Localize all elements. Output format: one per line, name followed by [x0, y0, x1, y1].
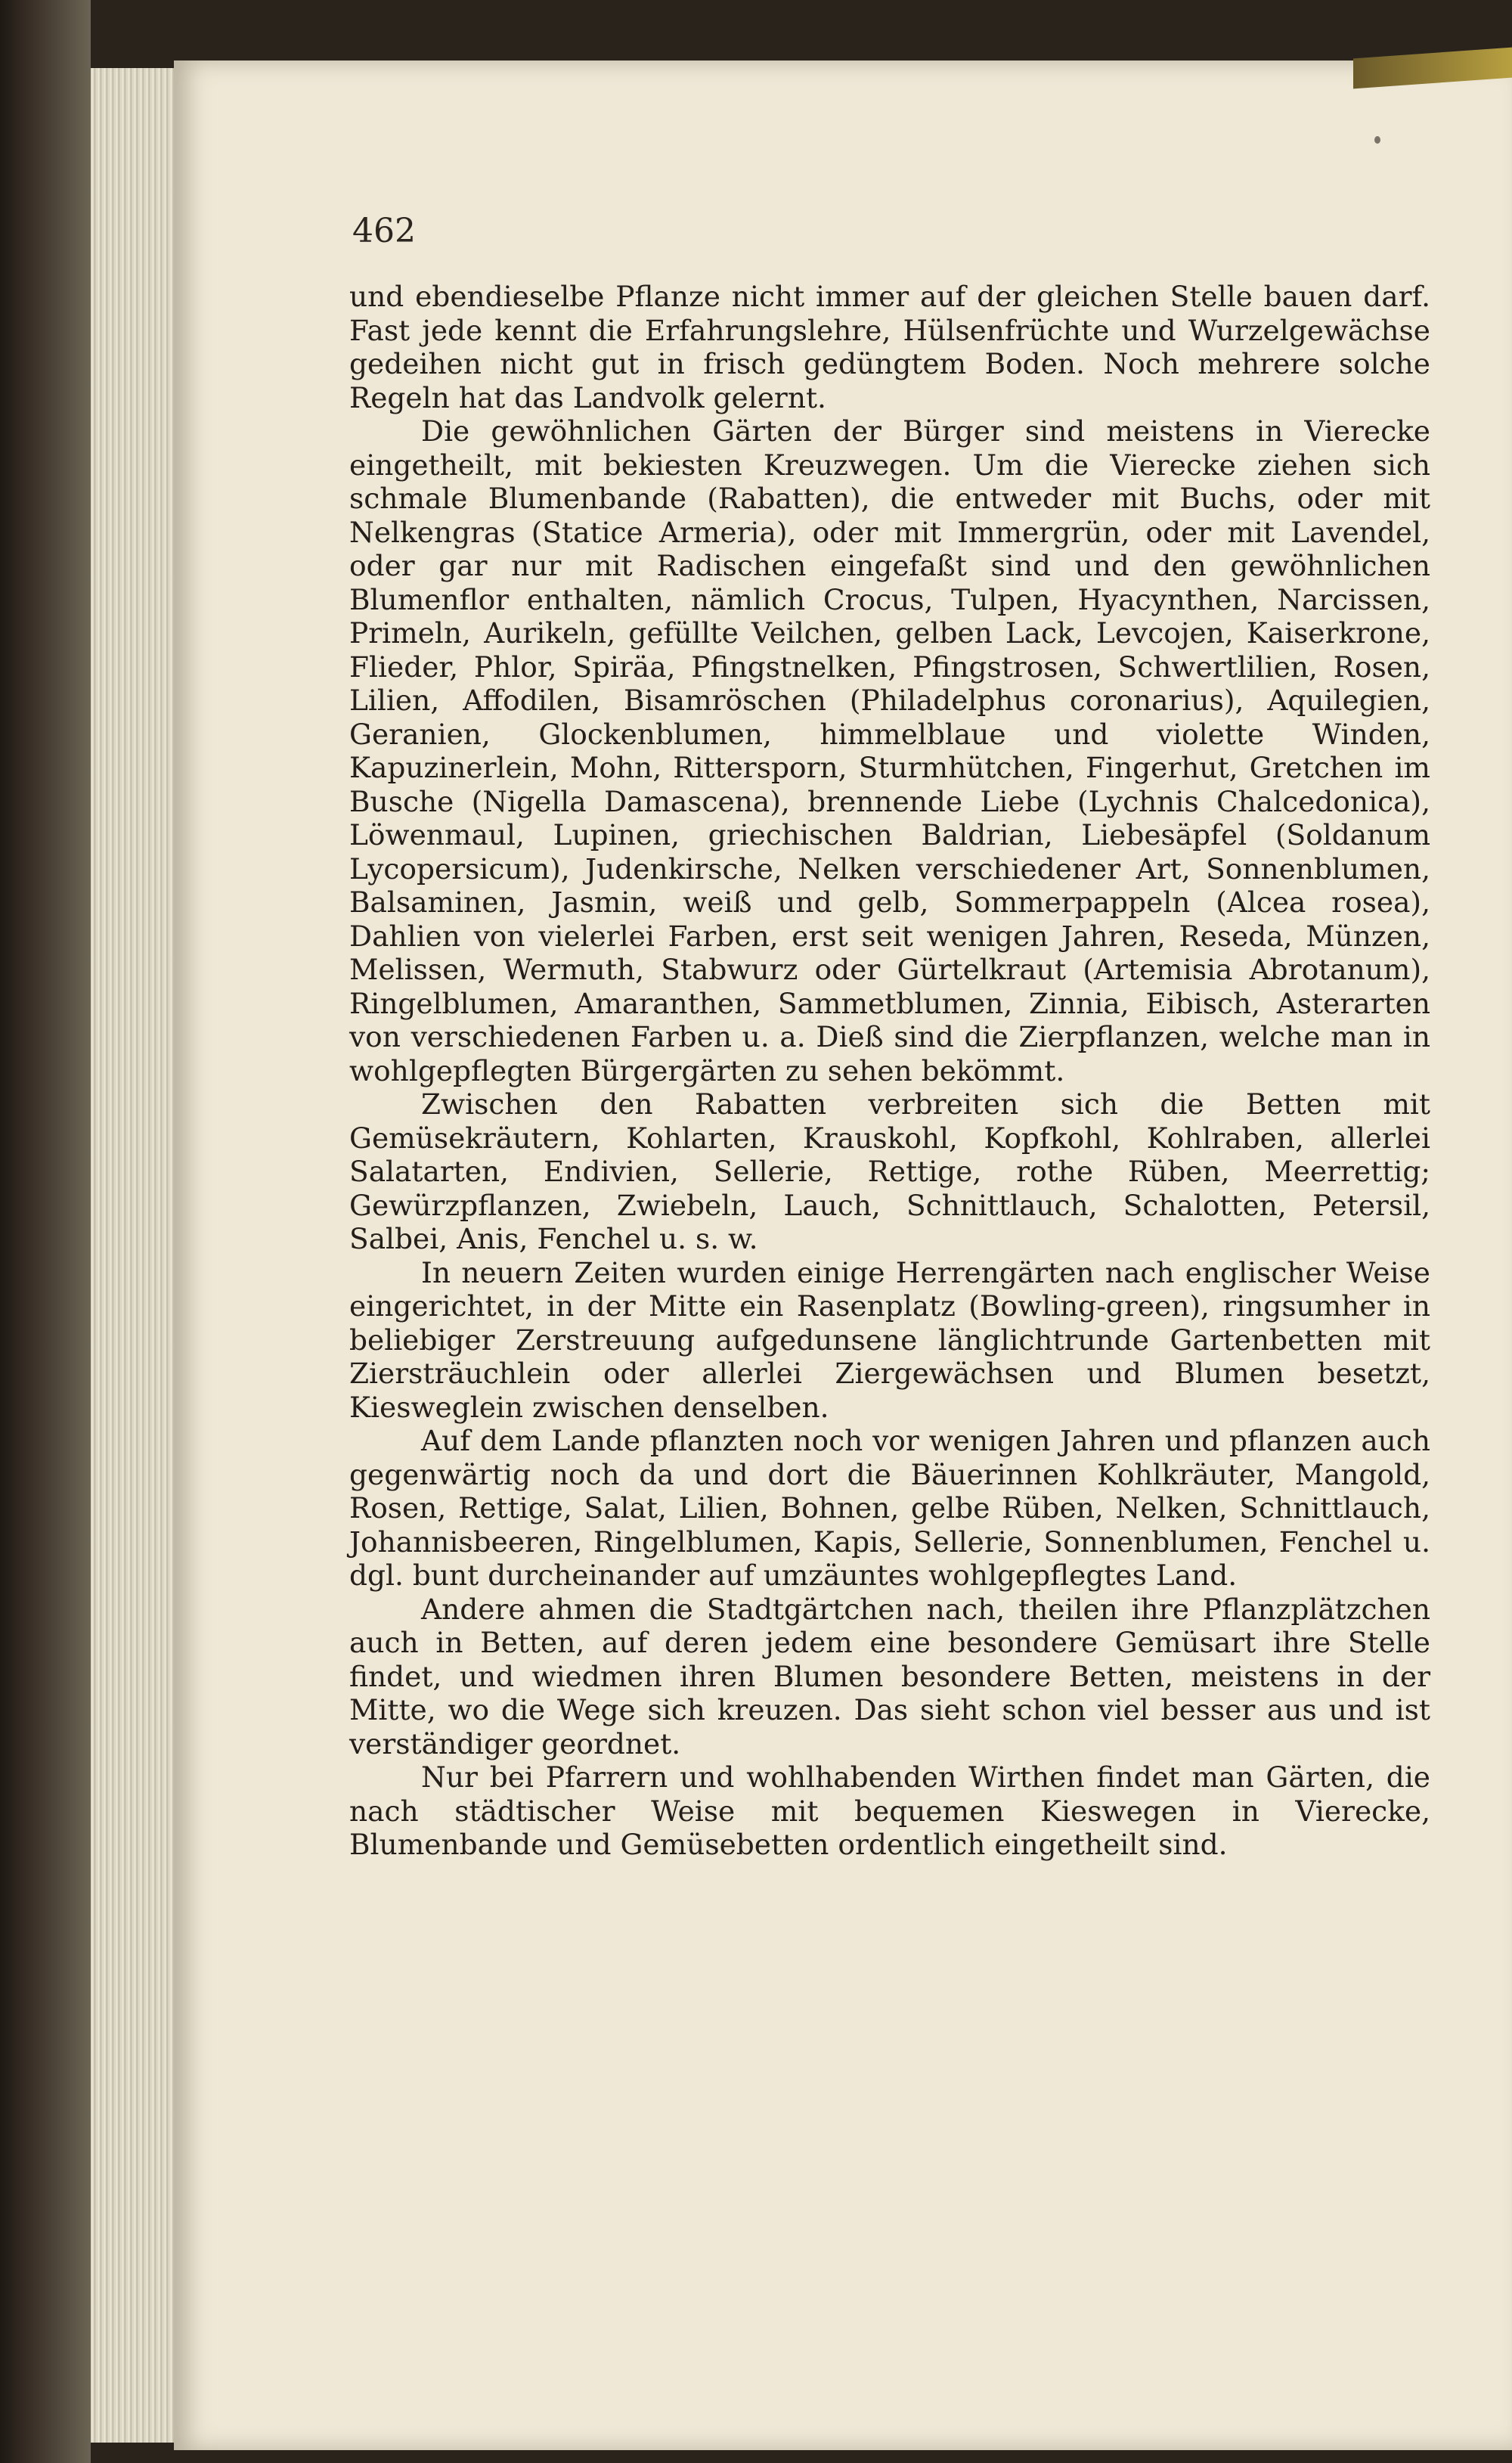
- paragraph-1: und ebendieselbe Pflanze nicht immer auf der gleichen Stelle bauen darf. Fast jede kennt die Erfahrungslehre, Hülsenfrüchte und Wurzelgewächse gedeihen nicht gut in frisch gedüngtem Boden. Noch mehrere solche Regeln hat das Landvolk gelernt.: [349, 280, 1430, 414]
- paragraph-7: Nur bei Pfarrern und wohlhabenden Wirthen findet man Gärten, die nach städtischer Weise mit bequemen Kieswegen in Vierecke, Blumenbande und Gemüsebetten ordentlich eingetheilt sind.: [349, 1760, 1430, 1861]
- paragraph-3: Zwischen den Rabatten verbreiten sich die Betten mit Gemüsekräutern, Kohlarten, Krauskohl, Kopfkohl, Kohlraben, allerlei Salatarten, Endivien, Sellerie, Rettige, rothe Rüben, Meerrettig; Gewürzpflanzen, Zwiebeln, Lauch, Schnittlauch, Schalotten, Petersil, Salbei, Anis, Fenchel u. s. w.: [349, 1087, 1430, 1255]
- paper-speck: [1374, 136, 1380, 144]
- page-number: 462: [352, 212, 416, 250]
- book-binding-edge: [0, 0, 91, 2463]
- paragraph-4: In neuern Zeiten wurden einige Herrengärten nach englischer Weise eingerichtet, in der Mitte ein Rasenplatz (Bowling-green), ringsumher in beliebiger Zerstreuung aufgedunsene länglichtrunde Gartenbetten mit Ziersträuchlein oder allerlei Ziergewächsen und Blumen besetzt, Kiesweglein zwischen denselben.: [349, 1255, 1430, 1424]
- paragraph-5: Auf dem Lande pflanzten noch vor wenigen Jahren und pflanzen auch gegenwärtig noch da und dort die Bäuerinnen Kohlkräuter, Mangold, Rosen, Rettige, Salat, Lilien, Bohnen, gelbe Rüben, Nelken, Schnittlauch, Johannisbeeren, Ringelblumen, Kapis, Sellerie, Sonnenblumen, Fenchel u. dgl. bunt durcheinander auf umzäuntes wohlgepflegtes Land.: [349, 1424, 1430, 1592]
- paragraph-6: Andere ahmen die Stadtgärtchen nach, theilen ihre Pflanzplätzchen auch in Betten, auf deren jedem eine besondere Gemüsart ihre Stelle findet, und wiedmen ihren Blumen besondere Betten, meistens in der Mitte, wo die Wege sich kreuzen. Das sieht schon viel besser aus und ist verständiger geordnet.: [349, 1592, 1430, 1760]
- body-text: [349, 280, 1430, 1862]
- page-stack-edges: [91, 68, 174, 2443]
- paragraph-2: Die gewöhnlichen Gärten der Bürger sind meistens in Vierecke eingetheilt, mit bekiesten Kreuzwegen. Um die Vierecke ziehen sich schmale Blumenbande (Rabatten), die entweder mit Buchs, oder mit Nelkengras (Statice Armeria), oder mit Immergrün, oder mit Lavendel, oder gar nur mit Radischen eingefaßt sind und den gewöhnlichen Blumenflor enthalten, nämlich Crocus, Tulpen, Hyacynthen, Narcissen, Primeln, Aurikeln, gefüllte Veilchen, gelben Lack, Levcojen, Kaiserkrone, Flieder, Phlor, Spiräa, Pfingstnelken, Pfingstrosen, Schwertlilien, Rosen, Lilien, Affodilen, Bisamröschen (Philadelphus coronarius), Aquilegien, Geranien, Glockenblumen, himmelblaue und violette Winden, Kapuzinerlein, Mohn, Rittersporn, Sturmhütchen, Fingerhut, Gretchen im Busche (Nigella Damascena), brennende Liebe (Lychnis Chalcedonica), Löwenmaul, Lupinen, griechischen Baldrian, Liebesäpfel (Soldanum Lycopersicum), Judenkirsche, Nelken verschiedener Art, Sonnenblumen, Balsaminen, Jasmin, weiß und gelb, Sommerpappeln (Alcea rosea), Dahlien von vielerlei Farben, erst seit wenigen Jahren, Reseda, Münzen, Melissen, Wermuth, Stabwurz oder Gürtelkraut (Artemisia Abrotanum), Ringelblumen, Amaranthen, Sammetblumen, Zinnia, Eibisch, Asterarten von verschiedenen Farben u. a. Dieß sind die Zierpflanzen, welche man in wohlgepflegten Bürgergärten zu sehen bekömmt.: [349, 414, 1430, 1087]
